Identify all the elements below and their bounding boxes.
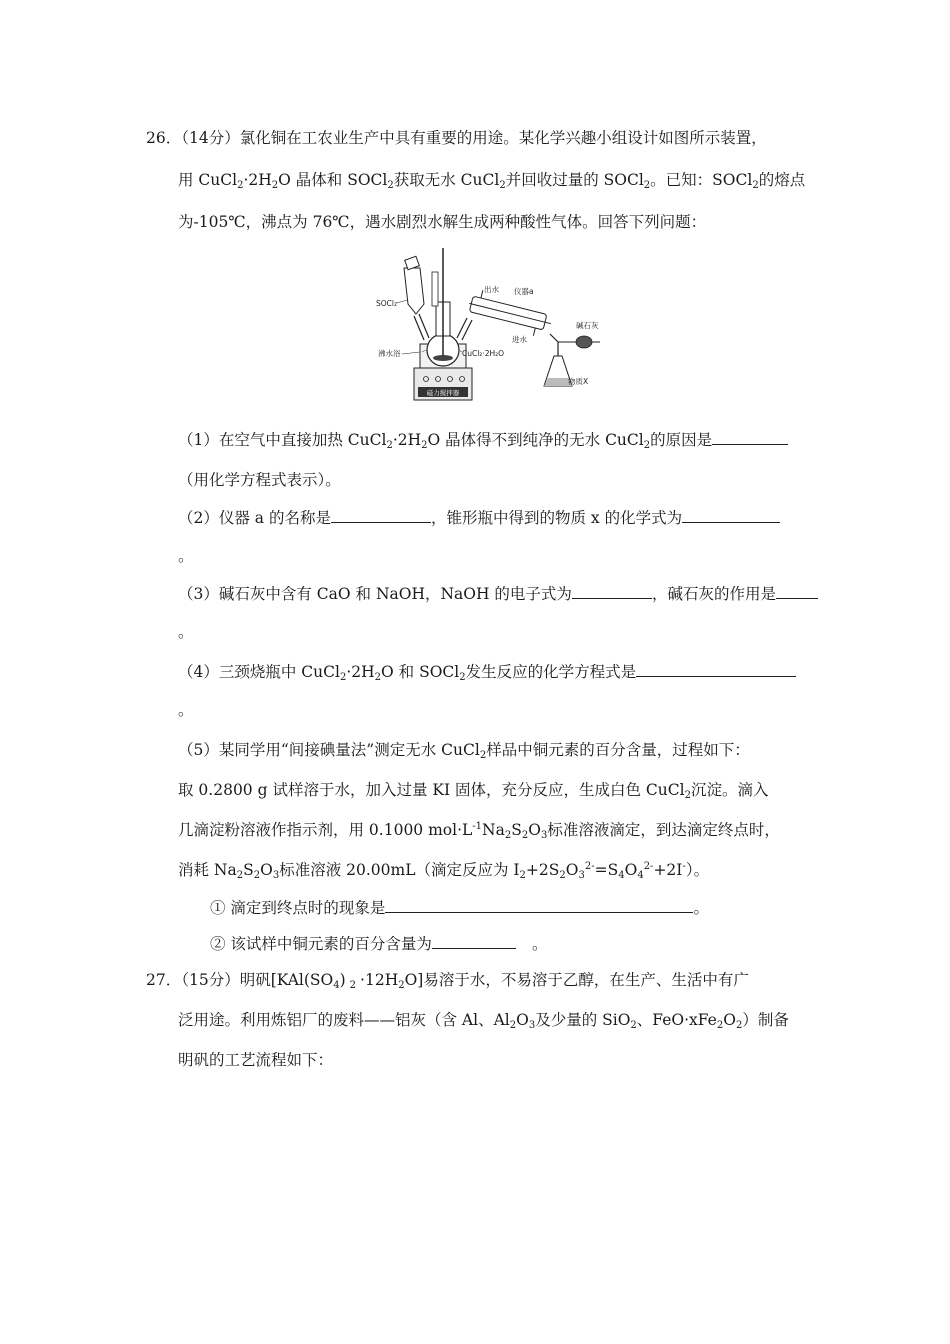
label-cucl2-crystal: CuCl₂·2H₂O xyxy=(462,349,505,358)
q26-part2: （2）仪器 a 的名称是 ，锥形瓶中得到的物质 x 的化学式为 xyxy=(178,508,780,528)
q26-part1-note: （用化学方程式表示）。 xyxy=(178,471,341,489)
q26-part5-line1: （5）某同学用“间接碘量法”测定无水 CuCl$_2$样品中铜元素的百分含量，过程如下： xyxy=(178,741,750,761)
q26-part4-end: 。 xyxy=(178,701,194,719)
label-socl2: SOCl₂ xyxy=(376,299,397,308)
q26-part3: （3）碱石灰中含有 CaO 和 NaOH，NaOH 的电子式为 ，碱石灰的作用是 xyxy=(178,584,818,604)
label-water-bath: 沸水浴 xyxy=(378,349,401,358)
answer-blank-4[interactable] xyxy=(636,662,796,677)
dropping-funnel xyxy=(404,268,424,314)
apparatus-figure xyxy=(372,244,618,404)
q27-line2: 泛用途。利用炼铝厂的废料——铝灰（含 Al、$Al_2O_3$及少量的 SiO$_2$、$FeO\cdot xFe_2O_2$）制备 xyxy=(178,1011,789,1031)
answer-blank-5-2[interactable] xyxy=(432,934,516,949)
answer-blank-3b[interactable] xyxy=(776,584,818,599)
label-outlet-water: 出水 xyxy=(484,285,499,294)
label-instrument-a: 仪器a xyxy=(514,287,534,296)
answer-blank-1[interactable] xyxy=(712,430,788,445)
q26-part5-line3: 几滴淀粉溶液作指示剂，用 0.1000 $mol\cdot L^{-1}Na_2S_2O_3$标准溶液滴定，到达滴定终点时， xyxy=(178,821,780,841)
q26-sub2: ② 该试样中铜元素的百分含量为 。 xyxy=(210,935,548,953)
label-inlet-water: 进水 xyxy=(512,335,527,344)
answer-blank-2b[interactable] xyxy=(682,508,780,523)
q26-part5-line2: 取 0.2800 g 试样溶于水，加入过量 KI 固体，充分反应，生成白色 CuCl$_2$沉淀。滴入 xyxy=(178,781,769,801)
stirrer-label: 磁力搅拌器 xyxy=(426,389,460,397)
q26-part1: （1）在空气中直接加热 $CuCl_2\cdot 2H_2O$ 晶体得不到纯净的无水 CuCl$_2$的原因是 xyxy=(178,430,788,450)
q27-line1: 27．（15分）明矾[$KAl(SO_4)$ $_2 \cdot 12H_2O$]易溶于水，不易溶于乙醇，在生产、生活中有广 xyxy=(146,971,749,991)
answer-blank-2a[interactable] xyxy=(331,508,431,523)
q26-part5-line4: 消耗 $Na_2S_2O_3$标准溶液 20.00mL（滴定反应为 $I_2+2S_2O_3^{2-}=S_4O_4^{2-}+2I^-$）。 xyxy=(178,861,710,881)
label-soda-lime: 碱石灰 xyxy=(576,321,599,330)
label-substance-x: 物质X xyxy=(568,377,589,386)
q26-sub1: ① 滴定到终点时的现象是 。 xyxy=(210,899,709,917)
q26-part4: （4）三颈烧瓶中 $CuCl_2\cdot 2H_2O$ 和 SOCl$_2$发生反应的化学方程式是 xyxy=(178,662,796,682)
q27-line3: 明矾的工艺流程如下： xyxy=(178,1051,334,1069)
soda-lime-tube xyxy=(576,336,592,348)
q26-line3: 为-105℃，沸点为 76℃，遇水剧烈水解生成两种酸性气体。回答下列问题： xyxy=(178,213,707,231)
answer-blank-3a[interactable] xyxy=(572,584,652,599)
answer-blank-5-1[interactable] xyxy=(385,898,693,913)
q26-line1: 26．（14分）氯化铜在工农业生产中具有重要的用途。某化学兴趣小组设计如图所示装置， xyxy=(146,129,767,147)
q26-part2-end: 。 xyxy=(178,547,194,565)
q26-part3-end: 。 xyxy=(178,623,194,641)
q26-line2: 用 $CuCl_2\cdot 2H_2O$ 晶体和 SOCl$_2$获取无水 CuCl$_2$并回收过量的 SOCl$_2$。已知：SOCl$_2$的熔点 xyxy=(178,171,806,191)
